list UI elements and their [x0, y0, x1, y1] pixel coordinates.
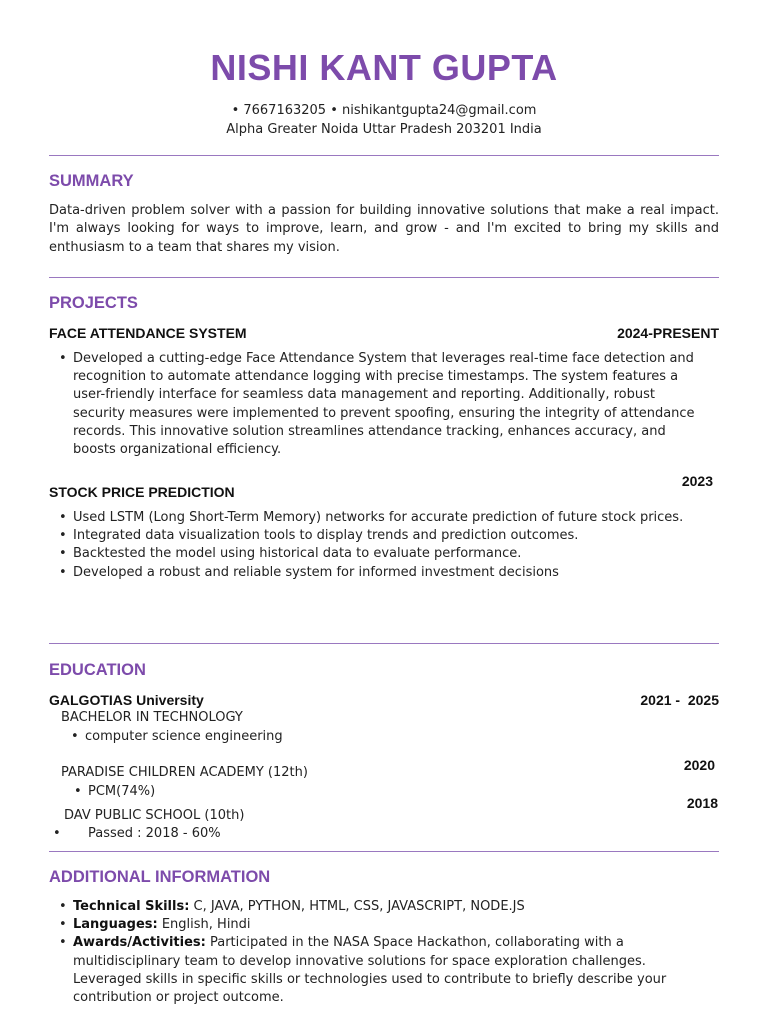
item-text: C, JAVA, PYTHON, HTML, CSS, JAVASCRIPT, NODE.JS [189, 899, 525, 914]
degree-bullets [61, 728, 661, 746]
school12-date: 2020 [683, 757, 715, 773]
project-date: 2023 [681, 473, 713, 489]
section-divider [49, 277, 719, 278]
project-name: STOCK PRICE PREDICTION [49, 484, 235, 500]
degree-name: BACHELOR IN TECHNOLOGY [61, 710, 243, 725]
additional-title: ADDITIONAL INFORMATION [49, 868, 271, 886]
school10-bullet: Passed : 2018 - 60% [88, 826, 221, 841]
summary-title: SUMMARY [49, 172, 134, 190]
item-text: Participated in the NASA Space Hackathon, collaborating with a multidisciplinary team to develop innovative solutions for space exploration challenges. Leveraged skills in specific skills or technologies used to contribute to briefly describe your contribution or project outcome. [73, 935, 667, 1006]
item-text: English, Hindi [157, 917, 251, 933]
list-item: • PCM(74%) [64, 783, 664, 801]
project-bullets [49, 509, 701, 582]
list-item [49, 898, 699, 916]
list-item: • Developed a cutting-edge Face Attendance System that leverages real-time face detection and recognition to automate attendance logging with precise timestamps. The system features a user-friendly interface for seamless data management and reporting. Additionally, robust security measures were implemented to prevent spoofing, ensuring the integrity of attendance records. This innovative solution streamlines attendance tracking, enhances accuracy, and boosts organizational efficiency. [49, 350, 701, 459]
project-name: FACE ATTENDANCE SYSTEM [49, 325, 247, 341]
list-item: • Backtested the model using historical data to evaluate performance. [49, 545, 701, 563]
school10-bullet-dot: • [53, 826, 61, 841]
project-bullets [49, 350, 701, 459]
item-label: Awards/Activities: [73, 935, 206, 951]
education-title: EDUCATION [49, 661, 146, 679]
school10-name: DAV PUBLIC SCHOOL (10th) [64, 808, 245, 823]
university-date: 2021 - 2025 [640, 692, 719, 708]
school12-name: PARADISE CHILDREN ACADEMY (12th) [61, 765, 308, 780]
section-divider [49, 643, 719, 644]
list-item: • Used LSTM (Long Short-Term Memory) networks for accurate prediction of future stock prices. [49, 509, 701, 527]
list-item: • computer science engineering [61, 728, 661, 746]
item-label: Technical Skills: [73, 899, 190, 914]
summary-text: Data-driven problem solver with a passion for building innovative solutions that make a real impact. I'm always looking for ways to improve, learn, and grow - and I'm excited to bring my skills and enthusiasm to a team that shares my vision. [49, 203, 719, 255]
address-line: Alpha Greater Noida Uttar Pradesh 203201 India [226, 122, 542, 137]
university-name: GALGOTIAS University [49, 692, 204, 708]
candidate-name: NISHI KANT GUPTA [210, 47, 558, 88]
list-item: • Integrated data visualization tools to display trends and prediction outcomes. [49, 527, 701, 545]
item-label: Languages: [73, 917, 158, 933]
list-item [49, 916, 699, 934]
projects-title: PROJECTS [49, 294, 138, 312]
additional-list [49, 898, 699, 1007]
project-date: 2024-PRESENT [617, 325, 719, 341]
list-item [49, 934, 699, 1007]
school12-bullets [64, 783, 664, 801]
section-divider [49, 851, 719, 852]
contact-line: • 7667163205 • nishikantgupta24@gmail.com [231, 103, 537, 118]
school10-date: 2018 [686, 795, 718, 811]
list-item: • Developed a robust and reliable system for informed investment decisions [49, 564, 701, 582]
section-divider [49, 155, 719, 156]
